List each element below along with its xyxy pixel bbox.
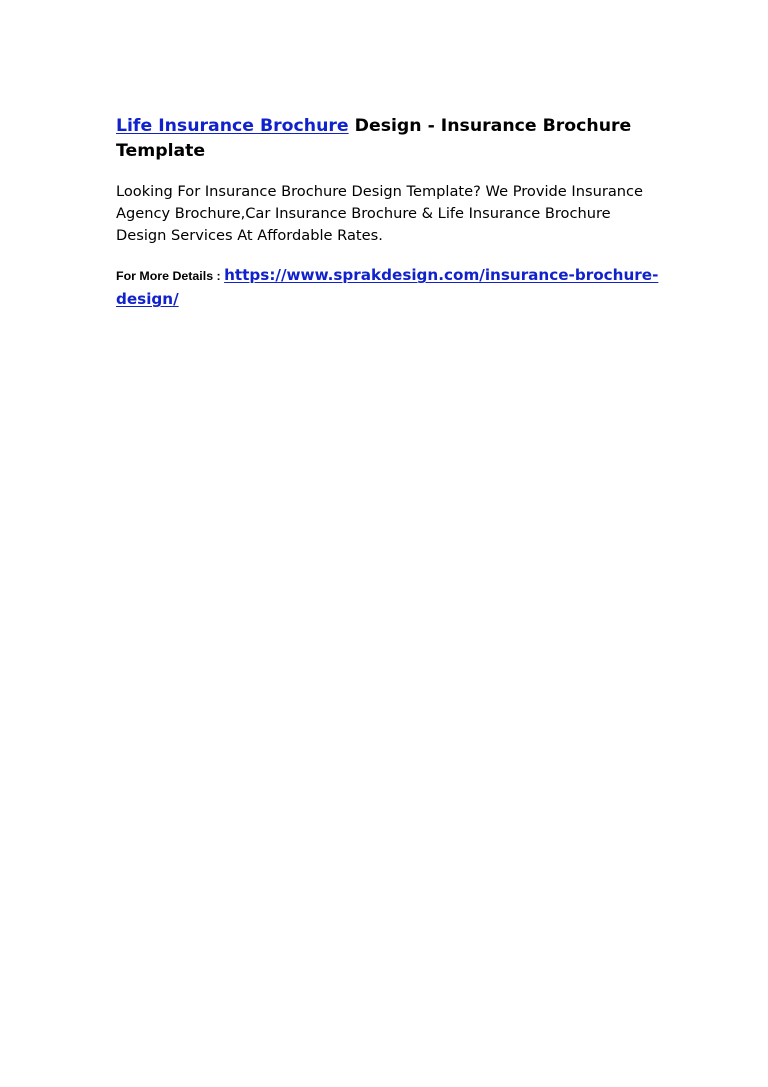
title-text: Design - Insurance Brochure Template [116,116,632,161]
details-label: For More Details : [116,269,225,283]
description-paragraph: Looking For Insurance Brochure Design Template? We Provide Insurance Agency Brochure,Car Insurance Brochure & Life Insurance Brochure Design Services At Affordable Rates. [116,183,644,244]
document-title [116,114,661,164]
document-content [116,114,661,311]
details-paragraph [116,264,661,311]
details-url-link[interactable]: https://www.sprakdesign.com/insurance-brochure-design/ [116,266,659,308]
title-link[interactable]: Life Insurance Brochure [116,116,349,136]
